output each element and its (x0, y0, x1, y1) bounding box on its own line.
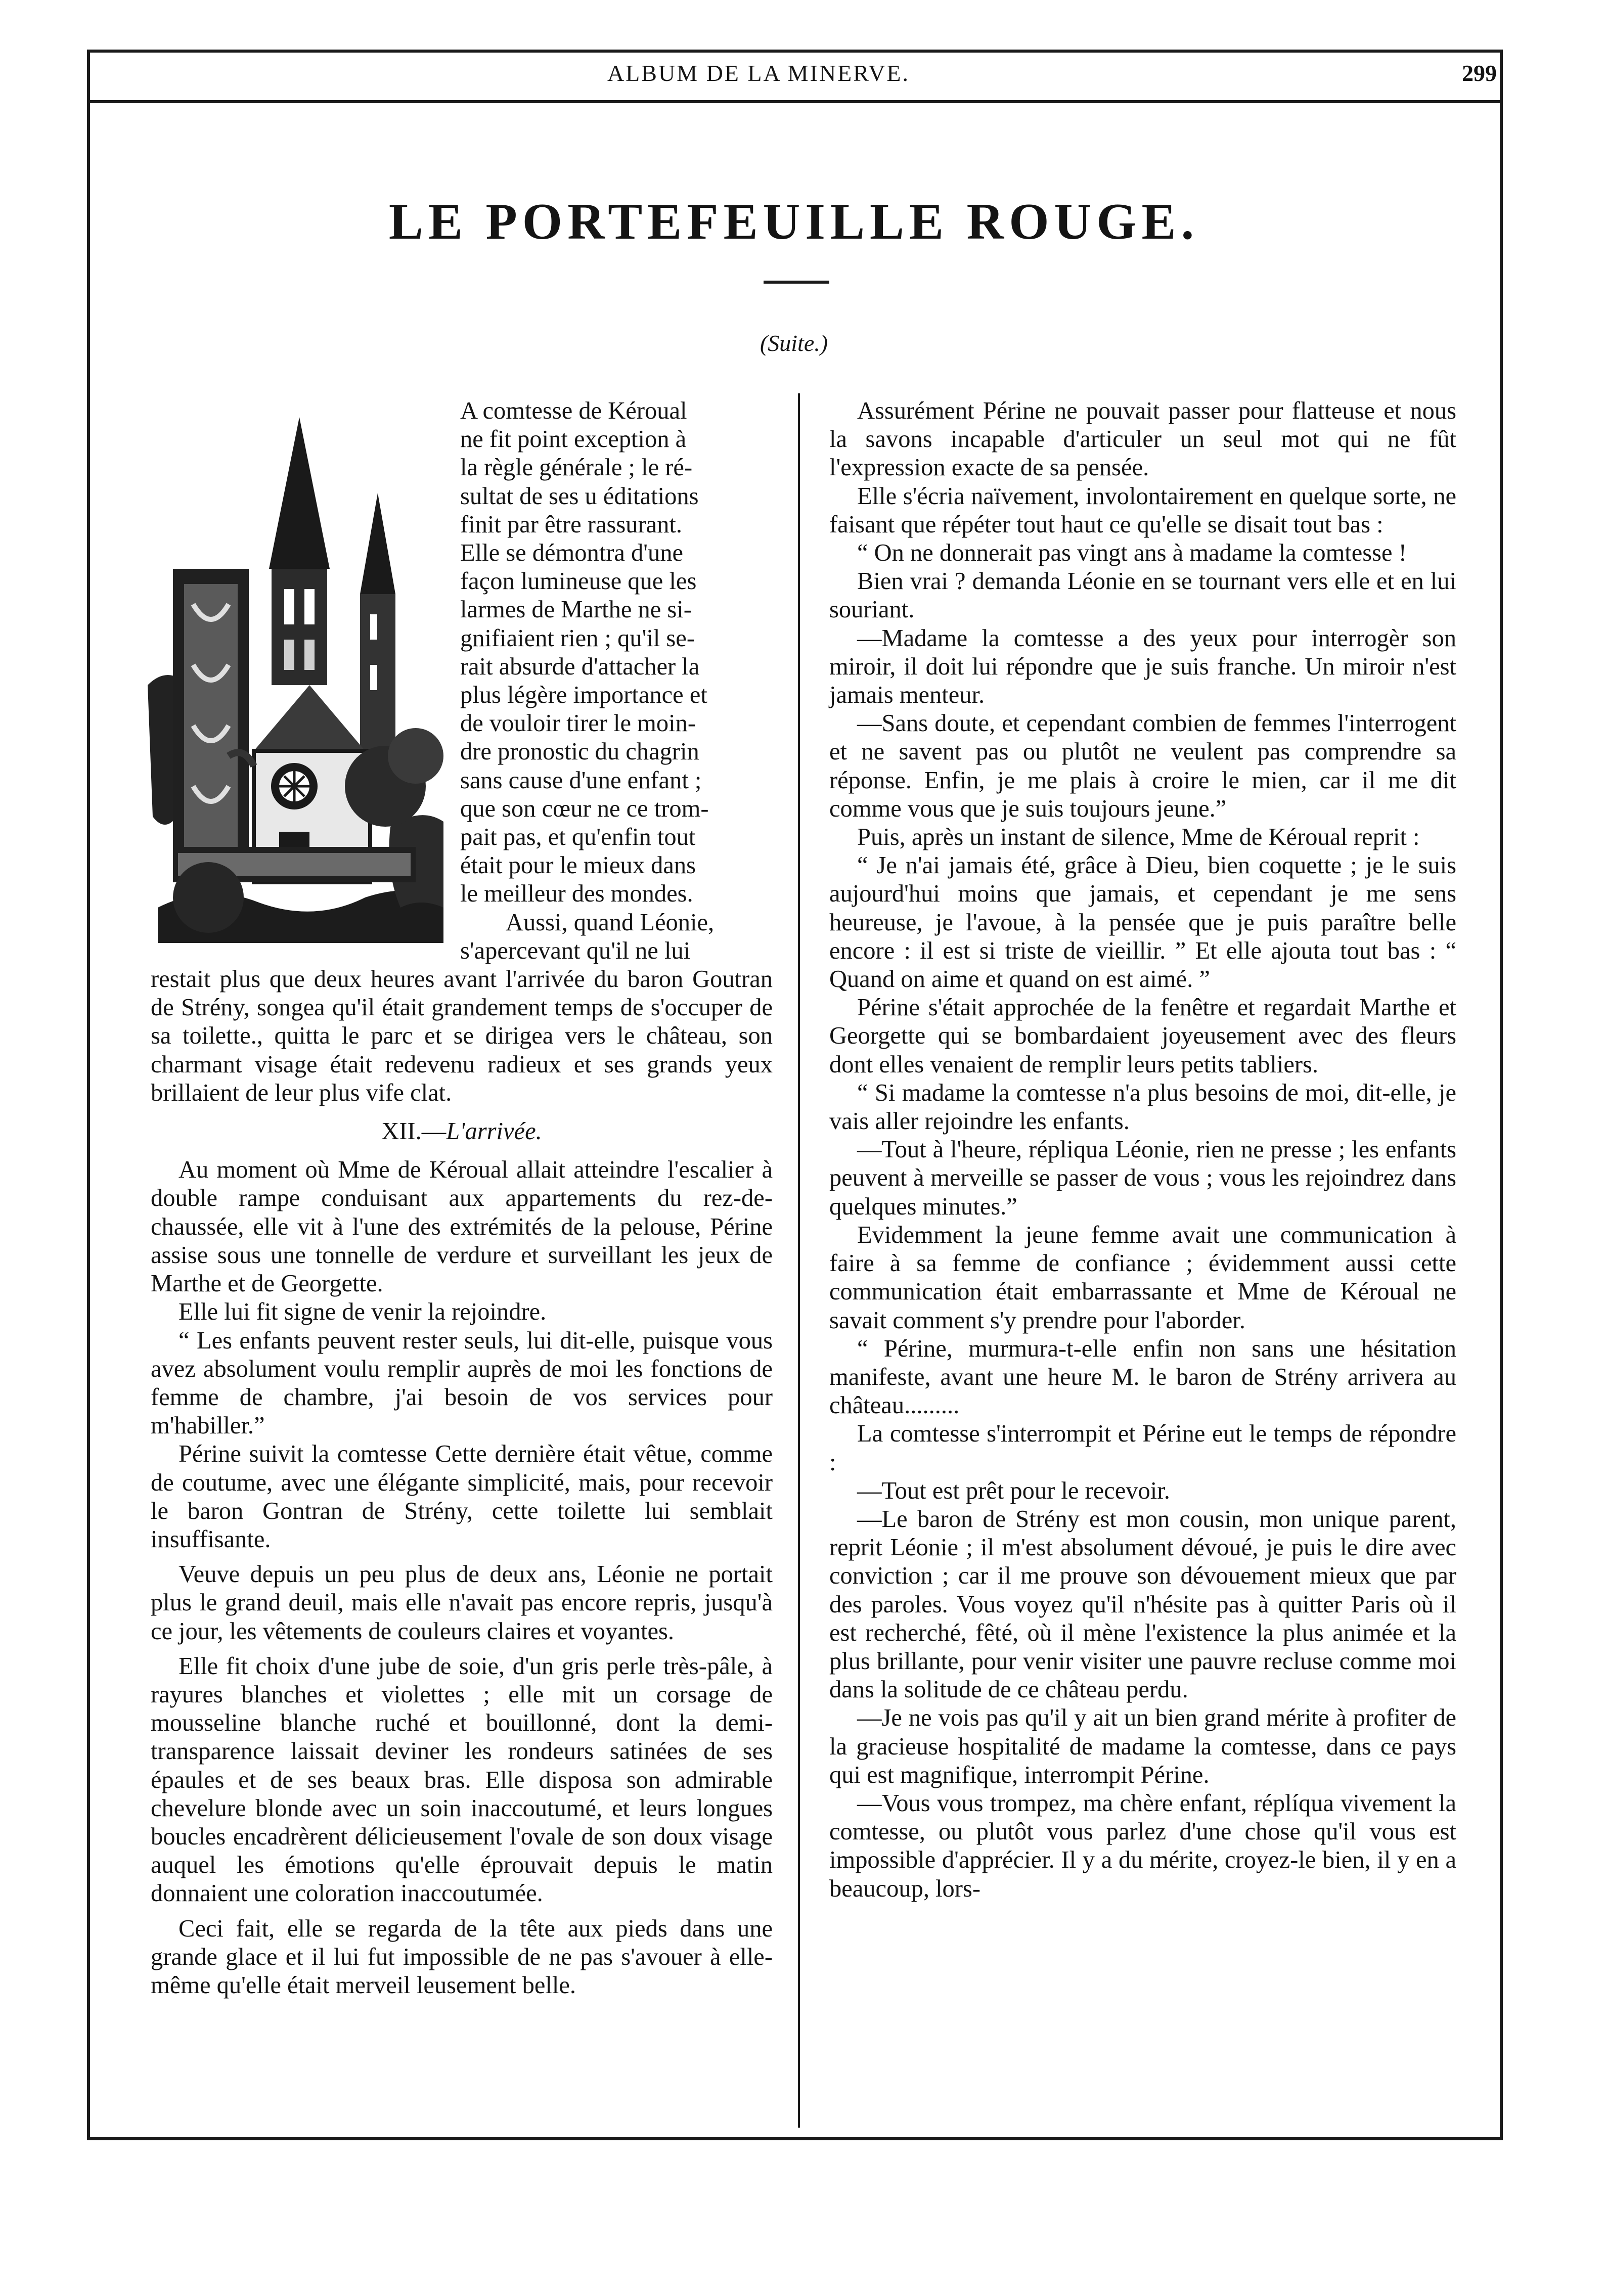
paragraph: Elle fit choix d'une jube de soie, d'un gris perle très-pâle, à rayures blanches et violettes ; elle mit un corsage de mousseline blanche ruché et bouillonné, dont la demi-transparence laissait deviner les rondeurs satinées de ses épaules et de ses beaux bras. Elle disposa son admirable chevelure blonde avec un soin inaccoutumé, et leurs longues boucles encadrèrent délicieusement l'ovale de son doux visage auquel les émotions qu'elle éprouvait depuis le matin donnaient une coloration inaccoutumée. (151, 1652, 773, 1907)
paragraph: “ On ne donnerait pas vingt ans à madame la comtesse ! (857, 539, 1407, 567)
paragraph: Périne suivit la comtesse Cette dernière était vêtue, comme de coutume, avec une élégante simplicité, mais, pour recevoir le baron Gontran de Strény, cette toilette lui semblait insuffisante. (151, 1440, 773, 1553)
paragraph: Assurément Périne ne pouvait passer pour flatteuse et nous la savons incapable d'articuler un seul mot qui ne fût l'expression exacte de sa pensée. (829, 397, 1456, 481)
page-frame-bottom (87, 2137, 1503, 2140)
paragraph: Veuve depuis un peu plus de deux ans, Léonie ne portait plus le grand deuil, mais elle n'avait pas encore repris, jusqu'à ce jour, les vêtements de couleurs claires et voyantes. (151, 1561, 773, 1645)
paragraph: —Madame la comtesse a des yeux pour interrogèr son miroir, il doit lui répondre que je suis franche. Un miroir n'est jamais menteur. (829, 624, 1456, 709)
paragraph: —Tout est prêt pour le recevoir. (857, 1477, 1170, 1504)
wrapped-line: que son cœur ne ce trom- (460, 795, 709, 822)
wrapped-line: était pour le mieux dans (460, 852, 696, 879)
running-title: ALBUM DE LA MINERVE. (607, 60, 910, 86)
paragraph: “ Périne, murmura-t-elle enfin non sans une hésitation manifeste, avant une heure M. le baron de Strény arrivera au château......... (829, 1335, 1456, 1419)
wrapped-line: s'apercevant qu'il ne lui (460, 937, 691, 964)
right-column (829, 397, 1456, 1903)
column-divider (798, 393, 800, 2128)
wrapped-line: Elle se démontra d'une (460, 539, 684, 567)
paragraph: Périne s'était approchée de la fenêtre et regardait Marthe et Georgette qui se bombardaient joyeusement avec des fleurs dont elles venaient de remplir leurs petits tabliers. (829, 994, 1456, 1078)
wrapped-line: la règle générale ; le ré- (460, 454, 693, 481)
wrapped-line: ne fit point exception à (460, 426, 687, 453)
section-title: L'arrivée. (446, 1118, 542, 1145)
paragraph: —Je ne vois pas qu'il y ait un bien grand mérite à profiter de la gracieuse hospitalité de madame la comtesse, dans ce pays qui est magnifique, interrompit Périne. (829, 1704, 1456, 1788)
paragraph: Au moment où Mme de Kéroual allait atteindre l'escalier à double rampe conduisant aux appartements du rez-de-chaussée, elle vit à l'une des extrémités de la pelouse, Périne assise sous une tonnelle de verdure et surveillant les jeux de Marthe et de Georgette. (151, 1156, 773, 1297)
wrapped-line: pait pas, et qu'enfin tout (460, 824, 696, 851)
paragraph: Elle s'écria naïvement, involontairement en quelque sorte, ne faisant que répéter tout haut ce qu'elle se disait tout bas : (829, 482, 1456, 538)
page-frame-right (1500, 50, 1503, 2140)
wrapped-line: Aussi, quand Léonie, (506, 909, 715, 936)
title-separator (764, 281, 829, 284)
wrapped-line: gnifiaient rien ; qu'il se- (460, 624, 695, 652)
wrapped-line: dre pronostic du chagrin (460, 738, 699, 766)
wrapped-line: sultat de ses u éditations (460, 482, 699, 510)
paragraph: —Sans doute, et cependant combien de femmes l'interrogent et ne savent pas ou plutôt ne veulent pas comprendre sa réponse. Enfin, je me plais à croire le mien, car il me dit comme vous que je suis toujours jeune.” (829, 710, 1456, 822)
paragraph: restait plus que deux heures avant l'arrivée du baron Goutran de Strény, songea qu'il était grandement temps de s'occuper de sa toilette., quitta le parc et se dirigea vers le château, son charmant visage était redevenu radieux et ses grands yeux brillaient de leur plus vife clat. (151, 966, 773, 1106)
wrapped-line: A comtesse de Kéroual (460, 397, 687, 424)
wrapped-line: de vouloir tirer le moin- (460, 710, 696, 737)
page-number: 299 (1462, 60, 1497, 86)
paragraph: Elle lui fit signe de venir la rejoindre. (179, 1298, 547, 1326)
paragraph: Evidemment la jeune femme avait une communication à faire à sa femme de confiance ; évidemment aussi cette communication était embarrassante et Mme de Kéroual ne savait comment s'y prendre pour l'aborder. (829, 1221, 1456, 1334)
left-column (151, 397, 773, 2000)
page-frame-left (87, 50, 90, 2140)
paragraph: Ceci fait, elle se regarda de la tête aux pieds dans une grande glace et il lui fut impossible de ne pas s'avouer à elle-même qu'elle était merveil leusement belle. (151, 1915, 773, 1999)
wrapped-line: plus légère importance et (460, 682, 707, 709)
wrapped-line: le meilleur des mondes. (460, 880, 693, 908)
wrapped-line: sans cause d'une enfant ; (460, 767, 702, 794)
paragraph: “ Je n'ai jamais été, grâce à Dieu, bien coquette ; je le suis aujourd'hui moins que jamais, et cependant je me sens heureuse, je l'avoue, à la pensée que je puis paraître belle encore : il est si triste de vieillir. ” Et elle ajouta tout bas : “ Quand on aime et quand on est aimé. ” (829, 852, 1456, 993)
paragraph: La comtesse s'interrompit et Périne eut le temps de répondre : (829, 1420, 1456, 1476)
header-rule (87, 100, 1503, 103)
paragraph: Puis, après un instant de silence, Mme de Kéroual reprit : (857, 824, 1420, 851)
paragraph: Bien vrai ? demanda Léonie en se tournant vers elle et en lui souriant. (829, 568, 1456, 623)
paragraph: “ Les enfants peuvent rester seuls, lui dit-elle, puisque vous avez absolument voulu remplir auprès de moi les fonctions de femme de chambre, j'ai besoin de vos services pour m'habiller.” (151, 1327, 773, 1439)
wrapped-line: larmes de Marthe ne si- (460, 596, 692, 623)
story-title: LE PORTEFEUILLE ROUGE. (388, 193, 1199, 250)
wrapped-line: rait absurde d'attacher la (460, 653, 700, 680)
section-number: XII.— (381, 1118, 447, 1145)
paragraph: —Vous vous trompez, ma chère enfant, réplíqua vivement la comtesse, ou plutôt vous parlez d'une chose qu'il vous est impossible d'apprécier. Il y a du mérite, croyez-le bien, il y en a beaucoup, lors- (829, 1789, 1456, 1902)
section-heading (151, 1117, 773, 1146)
wrapped-line: finit par être rassurant. (460, 511, 683, 538)
paragraph: —Le baron de Strény est mon cousin, mon unique parent, reprit Léonie ; il m'est absolument dévoué, je puis le dire avec conviction ; car il me prouve son dévouement mieux que par des paroles. Vous voyez qu'il n'hésite pas à quitter Paris où il est recherché, fêté, où il mène l'existence la plus animée et la plus brillante, pour venir visiter une pauvre recluse comme moi dans la solitude de ce château perdu. (829, 1505, 1456, 1703)
paragraph: —Tout à l'heure, répliqua Léonie, rien ne presse ; les enfants peuvent à merveille se passer de vous ; vous les rejoindrez dans quelques minutes.” (829, 1136, 1456, 1220)
continuation-note: (Suite.) (760, 330, 828, 356)
page-frame-top (87, 50, 1503, 53)
paragraph: “ Si madame la comtesse n'a plus besoins de moi, dit-elle, je vais aller rejoindre les enfants. (829, 1079, 1456, 1135)
wrapped-line: façon lumineuse que les (460, 568, 697, 595)
